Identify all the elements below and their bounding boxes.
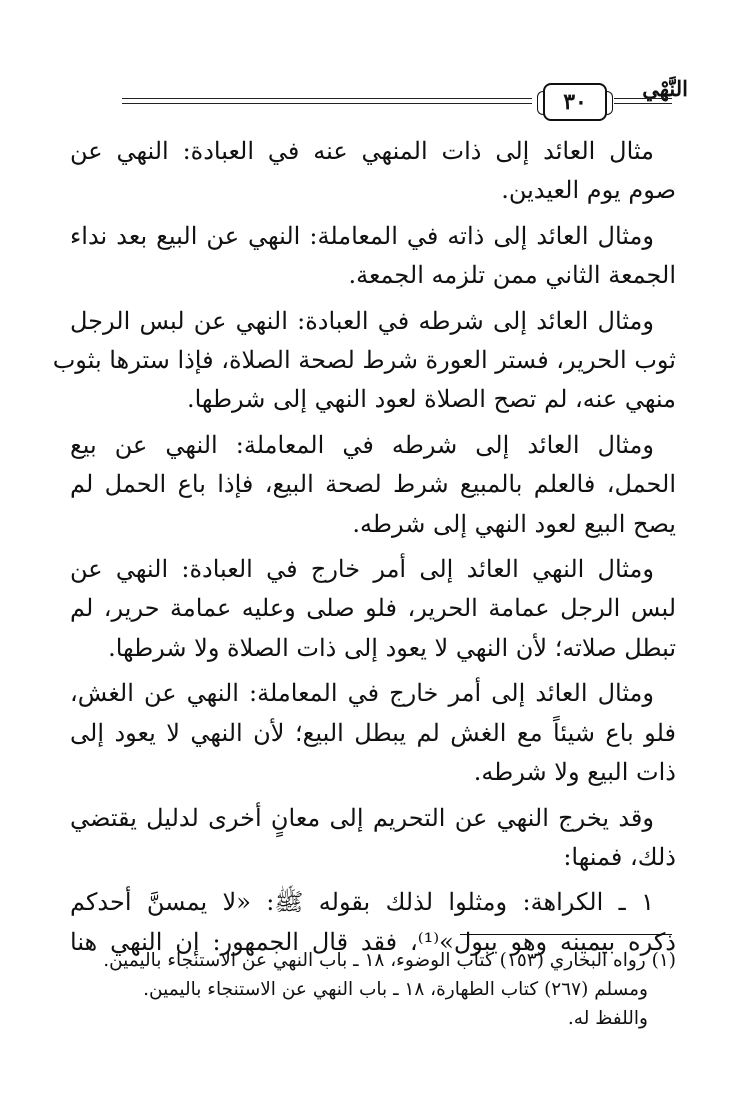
- text-line: ١ ـ الكراهة: ومثلوا لذلك بقوله ﷺ: «لا يمسنَّ أحدكم: [70, 888, 654, 917]
- text-line: صوم يوم العيدين.: [501, 176, 676, 205]
- text-line: الجمعة الثاني ممن تلزمه الجمعة.: [348, 261, 676, 290]
- footnote-line: ومسلم (٢٦٧) كتاب الطهارة، ١٨ ـ باب النهي عن الاستنجاء باليمين.: [143, 979, 648, 1000]
- paragraph: [52, 302, 676, 420]
- header-rule-left-2: [122, 103, 532, 104]
- header-rule-right: [614, 98, 672, 99]
- paragraph: [70, 132, 676, 211]
- page-number: ٣٠: [563, 89, 587, 115]
- footnote-line: (١) رواه البخاري (١٥٣) كتاب الوضوء، ١٨ ـ باب النهي عن الاستنجاء باليمين.: [103, 950, 676, 971]
- header-rule-right-2: [614, 103, 672, 104]
- text-line: ذات البيع ولا شرطه.: [473, 758, 676, 787]
- paragraph: [70, 217, 676, 296]
- paragraph: [70, 426, 676, 544]
- paragraph: [70, 550, 676, 668]
- text-line: ومثال العائد إلى ذاته في المعاملة: النهي عن البيع بعد نداء: [70, 221, 654, 250]
- footnote-line: واللفظ له.: [567, 1008, 648, 1029]
- text-line: ومثال العائد إلى أمر خارج في المعاملة: النهي عن الغش،: [70, 679, 654, 708]
- text-line: وقد يخرج النهي عن التحريم إلى معانٍ أخرى لدليل يقتضي: [70, 803, 654, 832]
- main-text: [52, 132, 676, 968]
- chapter-title: النَّهْي: [642, 76, 688, 101]
- text-line: ذلك، فمنها:: [563, 842, 676, 871]
- paragraph: [70, 799, 676, 878]
- text-line: لبس الرجل عمامة الحرير، فلو صلى وعليه عمامة حرير، لم: [70, 594, 676, 623]
- text-line: مثال العائد إلى ذات المنهي عنه في العبادة: النهي عن: [70, 137, 655, 165]
- text-line: الحمل، فالعلم بالمبيع شرط لصحة البيع، فإذا باع الحمل لم: [70, 470, 676, 499]
- text-line: تبطل صلاته؛ لأن النهي لا يعود إلى ذات الصلاة ولا شرطها.: [108, 633, 676, 662]
- text-line: ومثال العائد إلى شرطه في المعاملة: النهي عن بيع: [70, 430, 654, 459]
- page-number-badge: [543, 83, 607, 121]
- header-rule-left: [122, 98, 532, 99]
- text-line: ومثال النهي العائد إلى أمر خارج في العبادة: النهي عن: [70, 555, 654, 584]
- text-line: ثوب الحرير، فستر العورة شرط لصحة الصلاة، فإذا سترها بثوب: [52, 346, 676, 375]
- text-line: منهي عنه، لم تصح الصلاة لعود النهي إلى شرطها.: [186, 385, 676, 414]
- paragraph: [70, 674, 676, 792]
- text-line: فلو باع شيئاً مع الغش لم يبطل البيع؛ لأن النهي لا يعود إلى: [70, 718, 676, 747]
- text-line: ذكره بيمينه وهو يبول»⁽¹⁾، فقد قال الجمهور: إن النهي هنا: [70, 927, 676, 956]
- footnotes: [70, 946, 676, 1033]
- footnote-separator: [460, 934, 672, 935]
- text-line: ومثال العائد إلى شرطه في العبادة: النهي عن لبس الرجل: [70, 306, 654, 335]
- text-line: يصح البيع لعود النهي إلى شرطه.: [352, 509, 676, 538]
